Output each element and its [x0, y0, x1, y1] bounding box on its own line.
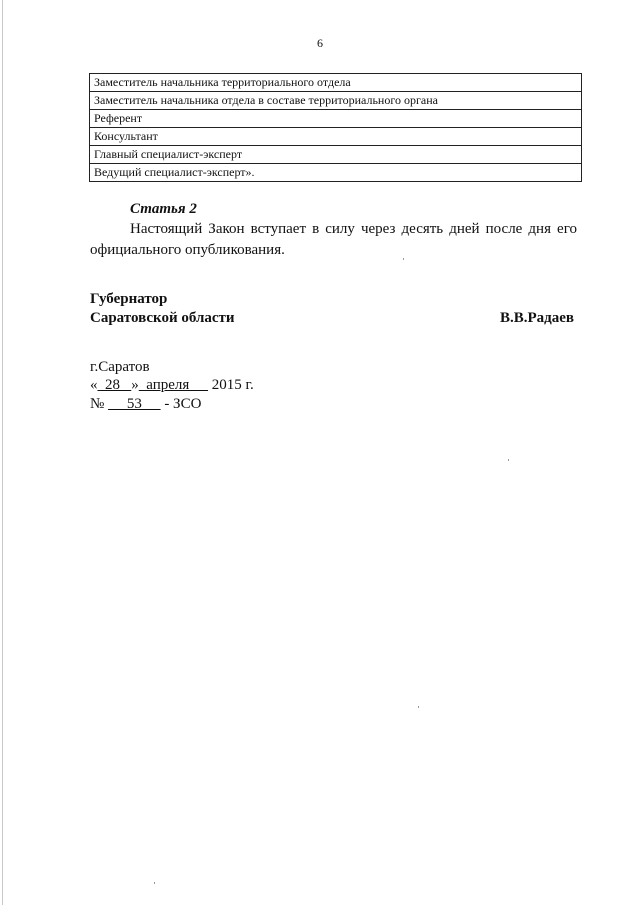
place-of-signing: г.Саратов — [90, 359, 150, 375]
table-row — [90, 110, 582, 128]
table-cell: Главный специалист-эксперт — [90, 146, 582, 164]
date-open-quote: « — [90, 377, 98, 393]
number-prefix: № — [90, 396, 109, 412]
table-row — [90, 74, 582, 92]
table-cell: Ведущий специалист-эксперт». — [90, 164, 582, 182]
date-year: 2015 г. — [208, 377, 254, 393]
law-number: 53 — [108, 396, 161, 412]
table-cell: Заместитель начальника территориального отдела — [90, 74, 582, 92]
date-day: 28 — [97, 377, 132, 393]
scan-edge-line — [2, 0, 3, 905]
page-number: 6 — [317, 36, 323, 50]
table-cell: Консультант — [90, 128, 582, 146]
table-row — [90, 146, 582, 164]
table-row — [90, 92, 582, 110]
article-title: Статья 2 — [130, 201, 197, 217]
scan-speck — [154, 882, 155, 884]
table-cell: Заместитель начальника отдела в составе территориального органа — [90, 92, 582, 110]
signatory-title-line1: Губернатор — [90, 291, 168, 307]
law-number-line — [90, 395, 201, 413]
signatory-name: В.В.Радаев — [499, 310, 574, 326]
table-cell: Референт — [90, 110, 582, 128]
scan-speck — [418, 706, 419, 708]
article-text: Настоящий Закон вступает в силу через десять дней после дня его официального опубликования. — [90, 221, 577, 258]
signatory-title-line2: Саратовской области — [90, 310, 235, 326]
date-month: апреля — [138, 377, 209, 393]
table-row — [90, 164, 582, 182]
signatory-title — [90, 290, 235, 328]
scan-speck — [508, 459, 509, 461]
scan-speck — [403, 258, 404, 260]
table-row — [90, 128, 582, 146]
number-suffix: - ЗСО — [160, 396, 202, 412]
date-close-quote: » — [131, 377, 139, 393]
date-line — [90, 376, 254, 394]
positions-table — [89, 73, 582, 182]
